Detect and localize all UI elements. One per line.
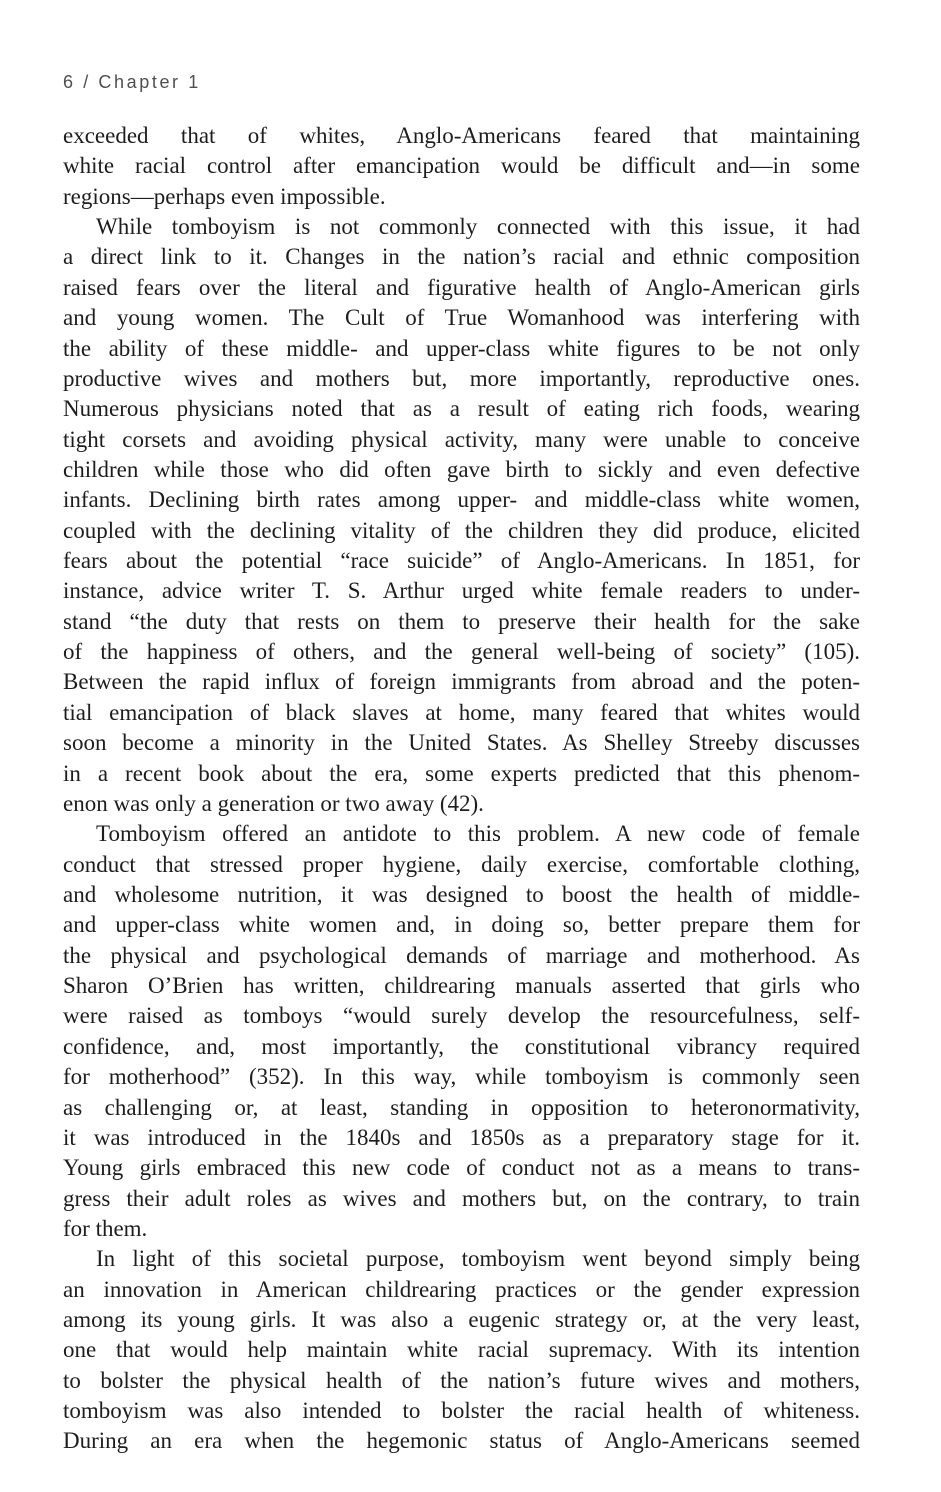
text-line: During an era when the hegemonic status of Anglo-Americans seemed — [63, 1428, 860, 1454]
text-line: tial emancipation of black slaves at home, many feared that whites would — [63, 699, 860, 725]
text-line: Young girls embraced this new code of conduct not as a means to trans- — [63, 1155, 860, 1181]
text-line: as challenging or, at least, standing in opposition to heteronormativity, — [63, 1094, 860, 1120]
text-line: and upper-class white women and, in doing so, better prepare them for — [63, 912, 860, 938]
text-line: the ability of these middle- and upper-class white figures to be not only — [63, 335, 860, 361]
text-line: exceeded that of whites, Anglo-Americans feared that maintaining — [63, 123, 860, 148]
text-line: it was introduced in the 1840s and 1850s as a preparatory stage for it. — [63, 1124, 860, 1150]
text-line: for them. — [63, 1215, 148, 1241]
text-line: raised fears over the literal and figurative health of Anglo-American girls — [63, 274, 860, 300]
text-line: of the happiness of others, and the general well-being of society” (105). — [63, 639, 860, 665]
text-line: one that would help maintain white racial supremacy. With its intention — [63, 1337, 860, 1363]
text-line: children while those who did often gave birth to sickly and even defective — [63, 456, 860, 482]
text-line: coupled with the declining vitality of the children they did produce, elicited — [63, 517, 860, 543]
text-line: to bolster the physical health of the nation’s future wives and mothers, — [63, 1367, 860, 1393]
text-line: fears about the potential “race suicide” of Anglo-Americans. In 1851, for — [63, 548, 860, 574]
text-line: Sharon O’Brien has written, childrearing manuals asserted that girls who — [63, 973, 860, 999]
text-line: Numerous physicians noted that as a result of eating rich foods, wearing — [63, 396, 860, 422]
text-line: enon was only a generation or two away (42). — [63, 790, 484, 816]
text-line: confidence, and, most importantly, the constitutional vibrancy required — [63, 1033, 860, 1059]
text-line: Tomboyism offered an antidote to this problem. A new code of female — [96, 821, 860, 847]
text-line: Between the rapid influx of foreign immigrants from abroad and the poten- — [63, 669, 860, 695]
text-line: regions—perhaps even impossible. — [63, 183, 386, 209]
text-line: tight corsets and avoiding physical activity, many were unable to conceive — [63, 426, 860, 452]
body-text — [63, 121, 860, 1457]
text-line: were raised as tomboys “would surely develop the resourcefulness, self- — [63, 1003, 860, 1029]
text-line: In light of this societal purpose, tomboyism went beyond simply being — [96, 1246, 860, 1272]
text-line: productive wives and mothers but, more importantly, reproductive ones. — [63, 365, 860, 391]
text-line: in a recent book about the era, some experts predicted that this phenom- — [63, 760, 860, 786]
text-line: gress their adult roles as wives and mothers but, on the contrary, to train — [63, 1185, 860, 1211]
text-line: white racial control after emancipation would be difficult and—in some — [63, 153, 860, 179]
text-line: and young women. The Cult of True Womanhood was interfering with — [63, 305, 860, 331]
text-line: a direct link to it. Changes in the nation’s racial and ethnic composition — [63, 244, 860, 270]
text-line: soon become a minority in the United States. As Shelley Streeby discusses — [63, 730, 860, 756]
text-line: tomboyism was also intended to bolster the racial health of whiteness. — [63, 1398, 860, 1424]
text-line: conduct that stressed proper hygiene, daily exercise, comfortable clothing, — [63, 851, 860, 877]
text-line: While tomboyism is not commonly connected with this issue, it had — [96, 214, 860, 240]
text-line: for motherhood” (352). In this way, while tomboyism is commonly seen — [63, 1064, 860, 1090]
text-line: among its young girls. It was also a eugenic strategy or, at the very least, — [63, 1307, 860, 1333]
text-line: the physical and psychological demands of marriage and motherhood. As — [63, 942, 860, 968]
text-line: instance, advice writer T. S. Arthur urged white female readers to under- — [63, 578, 860, 604]
text-line: and wholesome nutrition, it was designed to boost the health of middle- — [63, 881, 860, 907]
text-line: infants. Declining birth rates among upper- and middle-class white women, — [63, 487, 860, 513]
text-line: stand “the duty that rests on them to preserve their health for the sake — [63, 608, 860, 634]
running-header: 6 / Chapter 1 — [63, 72, 201, 92]
text-line: an innovation in American childrearing practices or the gender expression — [63, 1276, 860, 1302]
